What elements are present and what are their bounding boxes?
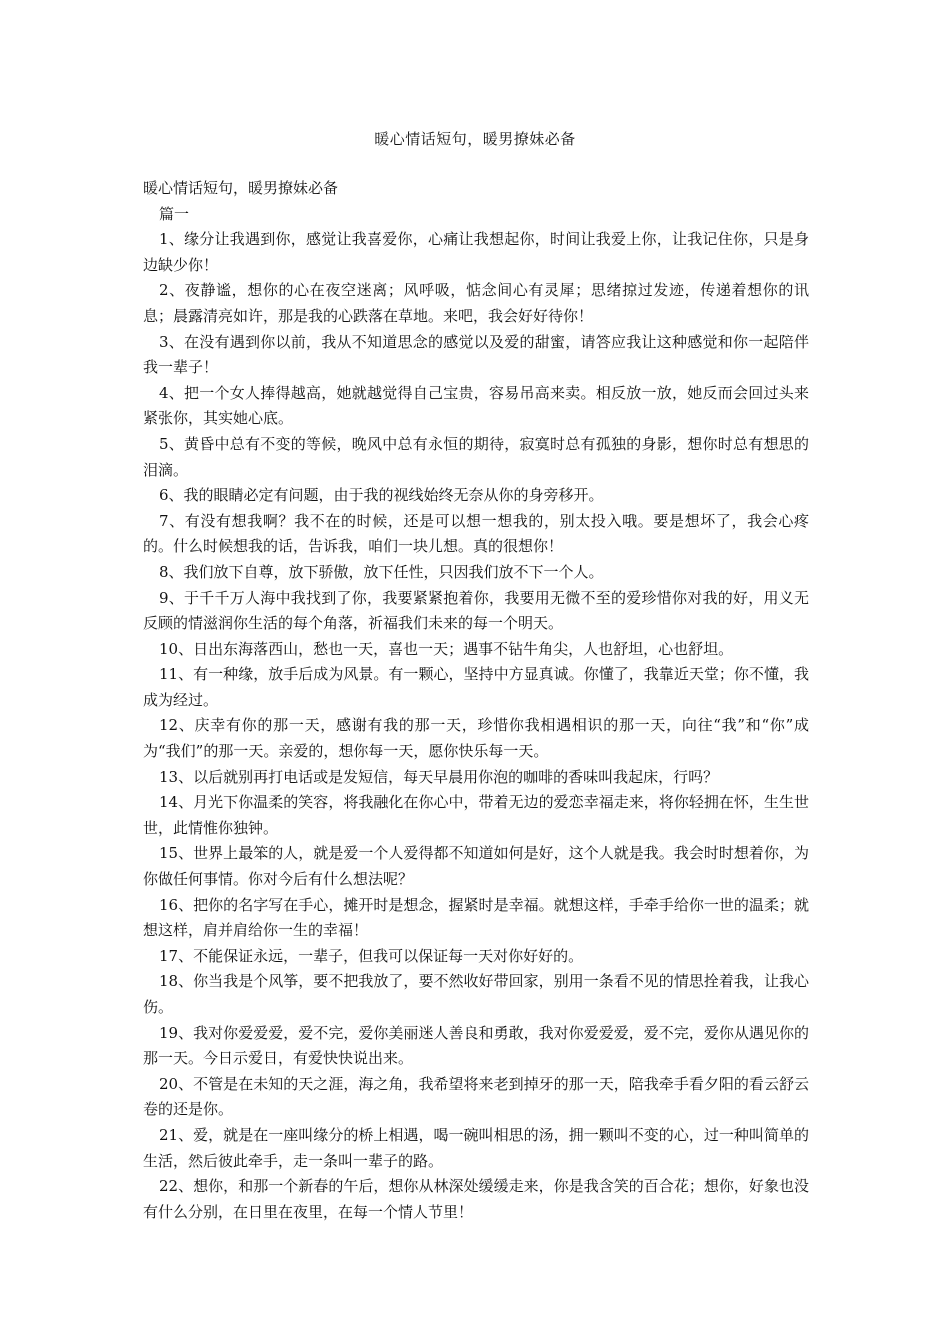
list-item: 17、不能保证永远，一辈子，但我可以保证每一天对你好好的。 [159, 946, 584, 965]
section-heading: 篇一 [159, 204, 190, 223]
list-item: 3、在没有遇到你以前，我从不知道思念的感觉以及爱的甜蜜，请答应我让这种感觉和你一起陪伴我一辈子！ [143, 332, 809, 377]
list-item: 22、想你，和那一个新春的午后，想你从林深处缓缓走来，你是我含笑的百合花；想你，好象也没有什么分别，在日里在夜里，在每一个情人节里！ [143, 1177, 809, 1221]
list-item: 5、黄昏中总有不变的等候，晚风中总有永恒的期待，寂寞时总有孤独的身影，想你时总有想思的泪滴。 [143, 434, 809, 479]
list-item: 7、有没有想我啊？我不在的时候，还是可以想一想我的，别太投入哦。要是想坏了，我会心疼的。什么时候想我的话，告诉我，咱们一块儿想。真的很想你！ [143, 511, 809, 556]
list-item: 1、缘分让我遇到你，感觉让我喜爱你，心痛让我想起你，时间让我爱上你，让我记住你，只是身边缺少你！ [143, 230, 809, 274]
list-item: 14、月光下你温柔的笑容，将我融化在你心中，带着无边的爱恋幸福走来，将你轻拥在怀，生生世世，此情惟你独钟。 [143, 793, 809, 837]
document-body [143, 176, 809, 1225]
list-item: 10、日出东海落西山，愁也一天，喜也一天；遇事不钻牛角尖，人也舒坦，心也舒坦。 [159, 639, 734, 658]
list-item: 19、我对你爱爱爱，爱不完，爱你美丽迷人善良和勇敢，我对你爱爱爱，爱不完，爱你从遇见你的那一天。今日示爱日，有爱快快说出来。 [143, 1023, 809, 1068]
document-subtitle: 暖心情话短句，暖男撩妹必备 [143, 179, 339, 197]
list-item: 16、把你的名字写在手心，摊开时是想念，握紧时是幸福。就想这样，手牵手给你一世的温柔；就想这样，肩并肩给你一生的幸福！ [143, 895, 809, 940]
list-item: 4、把一个女人捧得越高，她就越觉得自己宝贵，容易吊高来卖。相反放一放，她反而会回过头来紧张你，其实她心底。 [143, 383, 809, 428]
list-item: 11、有一种缘，放手后成为风景。有一颗心，坚持中方显真诚。你懂了，我靠近天堂；你不懂，我成为经过。 [143, 665, 809, 709]
list-item: 2、夜静谧，想你的心在夜空迷离；风呼吸，惦念间心有灵犀；思绪掠过发迹，传递着想你的讯息；晨露清亮如许，那是我的心跌落在草地。来吧，我会好好待你！ [143, 281, 809, 325]
list-item: 20、不管是在未知的天之涯，海之角，我希望将来老到掉牙的那一天，陪我牵手看夕阳的看云舒云卷的还是你。 [143, 1074, 809, 1119]
list-item: 12、庆幸有你的那一天，感谢有我的那一天，珍惜你我相遇相识的那一天，向往“我”和“你”成为“我们”的那一天。亲爱的，想你每一天，愿你快乐每一天。 [143, 716, 809, 761]
list-item: 18、你当我是个风筝，要不把我放了，要不然收好带回家，别用一条看不见的情思拴着我，让我心伤。 [143, 972, 809, 1016]
list-item: 21、爱，就是在一座叫缘分的桥上相遇，喝一碗叫相思的汤，拥一颗叫不变的心，过一种叫简单的生活，然后彼此牵手，走一条叫一辈子的路。 [143, 1125, 809, 1170]
list-item: 13、以后就别再打电话或是发短信，每天早晨用你泡的咖啡的香味叫我起床，行吗？ [159, 767, 719, 786]
list-item: 6、我的眼睛必定有问题，由于我的视线始终无奈从你的身旁移开。 [159, 486, 604, 505]
list-item: 15、世界上最笨的人，就是爱一个人爱得都不知道如何是好，这个人就是我。我会时时想着你，为你做任何事情。你对今后有什么想法呢？ [143, 844, 809, 889]
list-item: 8、我们放下自尊，放下骄傲，放下任性，只因我们放不下一个人。 [159, 562, 604, 581]
list-item: 9、于千千万人海中我找到了你，我要紧紧抱着你，我要用无微不至的爱珍惜你对我的好，用义无反顾的情滋润你生活的每个角落，祈福我们未来的每一个明天。 [143, 588, 809, 633]
page-title: 暖心情话短句，暖男撩妹必备 [374, 130, 576, 148]
